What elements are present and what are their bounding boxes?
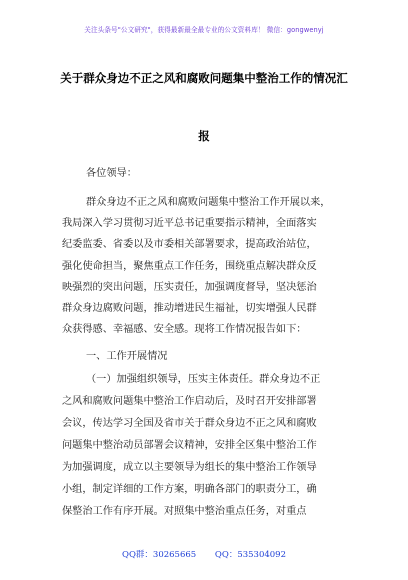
header-note: 关注头条号"公文研究"，获得最新最全最专业的公文资料库！ 微信：gongwenyj xyxy=(84,26,324,34)
paragraph-line: 问题集中整治动员部署会议精神，安排全区集中整治工作 xyxy=(62,440,317,451)
paragraph-line: 为加强调度，成立以主要领导为组长的集中整治工作领导 xyxy=(62,462,317,473)
paragraph-line: 我局深入学习贯彻习近平总书记重要指示精神，全面落实 xyxy=(62,218,317,229)
paragraph-line: 强化使命担当，聚焦重点工作任务，围绕重点解决群众反 xyxy=(62,261,317,272)
document-title-line-2: 报 xyxy=(198,129,210,143)
footer xyxy=(0,548,408,560)
paragraph-line: 群众身边腐败问题，推动增进民生福祉，切实增强人民群 xyxy=(62,303,317,314)
paragraph-line: 之风和腐败问题集中整治工作启动后，及时召开安排部署 xyxy=(62,396,317,407)
footer-qq-group: QQ群：30265665 xyxy=(121,550,197,560)
paragraph-line: 映强烈的突出问题，压实责任，加强调度督导，坚决惩治 xyxy=(62,282,317,293)
document-title-line-1: 关于群众身边不正之风和腐败问题集中整治工作的情况汇 xyxy=(60,71,348,85)
paragraph-line: 会议，传达学习全国及省市关于群众身边不正之风和腐败 xyxy=(62,418,317,429)
paragraph-line: 保整治工作有序开展。对照集中整治重点任务，对重点 xyxy=(62,506,307,517)
paragraph-line: 众获得感、幸福感、安全感。现将工作情况报告如下： xyxy=(62,324,307,335)
section-heading: 一、工作开展情况 xyxy=(86,351,168,362)
salutation: 各位领导： xyxy=(86,168,137,179)
paragraph-line: 小组，制定详细的工作方案，明确各部门的职责分工，确 xyxy=(62,484,317,495)
paragraph-line: 群众身边不正之风和腐败问题集中整治工作开展以来， xyxy=(86,197,331,208)
paragraph-line: （一）加强组织领导，压实主体责任。群众身边不正 xyxy=(86,374,321,385)
paragraph-line: 纪委监委、省委以及市委相关部署要求，提高政治站位， xyxy=(62,239,317,250)
footer-qq: QQ：535304092 xyxy=(214,550,286,560)
